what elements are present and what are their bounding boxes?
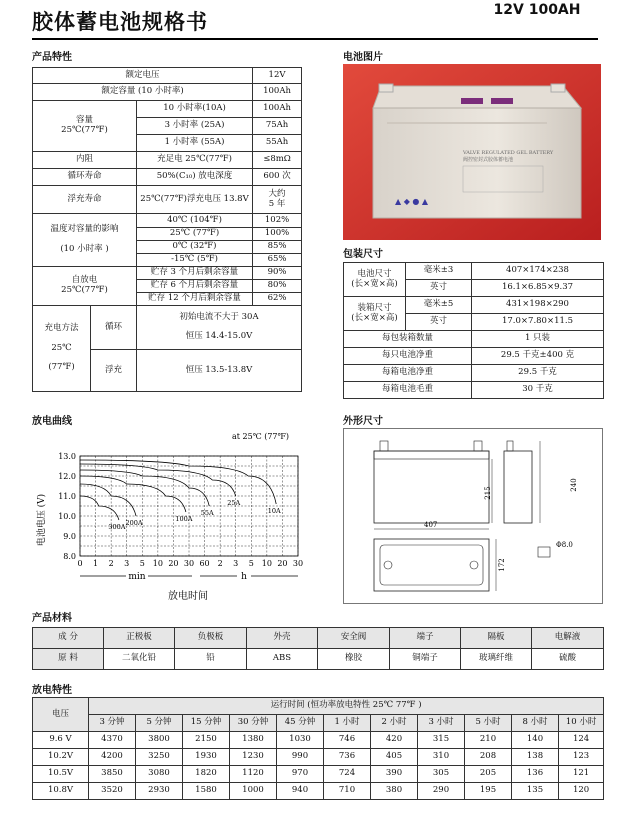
self-discharge-value: 80% (253, 280, 302, 293)
y-tick-label: 11.0 (58, 492, 76, 501)
packing-row-label: 每箱电池毛重 (344, 382, 472, 399)
discharge-column: 45 分钟 (277, 715, 324, 732)
discharge-title: 运行时间 (恒功率放电特性 25℃ 77℉ ) (89, 698, 604, 715)
discharge-cell: 1000 (230, 783, 277, 800)
discharge-cell: 1120 (230, 766, 277, 783)
x-tick-label: 3 (233, 559, 239, 568)
x-tick-label: 5 (248, 559, 254, 568)
discharge-row-voltage: 10.8V (33, 783, 89, 800)
discharge-body (33, 732, 604, 800)
materials-column: 安全阀 (318, 628, 390, 649)
discharge-cell: 1030 (277, 732, 324, 749)
discharge-column: 3 小时 (418, 715, 465, 732)
box-size-mm: 431×198×290 (472, 297, 604, 314)
self-discharge-title: 自放电 (71, 275, 98, 286)
charge-float-value: 恒压 13.5-13.8V (137, 350, 302, 392)
x-tick-label: 30 (183, 559, 195, 568)
discharge-voltage-label: 电压 (33, 698, 89, 732)
packing-row-value: 29.5 千克±400 克 (472, 348, 604, 365)
capacity-cond: 1 小时率 (55A) (137, 135, 253, 152)
packing-row-label: 每包装箱数量 (344, 331, 472, 348)
chart-y-ticks (58, 452, 76, 561)
section-outline: 外形尺寸 (343, 416, 383, 427)
capacity-title: 容量 (75, 115, 93, 126)
y-tick-label: 9.0 (63, 532, 76, 541)
discharge-row-voltage: 10.5V (33, 766, 89, 783)
capacity-value: 100Ah (253, 101, 302, 118)
photo-brand: ▲ ◆ ● ▲ (395, 197, 429, 206)
outline-svg (344, 429, 602, 603)
rated-capacity-label: 额定容量 (10 小时率) (33, 84, 253, 101)
section-photo: 电池图片 (343, 52, 383, 63)
discharge-cell: 290 (418, 783, 465, 800)
materials-value: ABS (247, 649, 318, 670)
series-curve (80, 460, 276, 504)
x-tick-label: 3 (124, 559, 130, 568)
float-life-label: 浮充寿命 (33, 186, 137, 214)
photo-label-line-1: VALVE REGULATED GEL BATTERY (463, 150, 554, 156)
float-life-value-2: 5 年 (268, 198, 286, 209)
discharge-row (33, 783, 604, 800)
x-tick-label: 10 (152, 559, 163, 568)
discharge-cell: 724 (324, 766, 371, 783)
section-materials: 产品材料 (32, 613, 72, 624)
self-discharge-cond: 贮存 6 个月后剩余容量 (137, 280, 253, 293)
materials-value: 铅 (175, 649, 247, 670)
charge-title: 充电方法 (44, 323, 79, 334)
discharge-cell: 1930 (183, 749, 230, 766)
photo-label-line-2: 阀控密封式胶体蓄电池 (463, 157, 514, 163)
charge-float-label: 浮充 (91, 350, 137, 392)
rated-capacity-value: 100Ah (253, 84, 302, 101)
temp-effect-label (33, 214, 137, 267)
box-size-dims: (长×宽×高) (351, 312, 398, 323)
discharge-column: 5 分钟 (136, 715, 183, 732)
materials-value: 玻璃纤维 (461, 649, 532, 670)
discharge-row (33, 766, 604, 783)
resistance-label: 内阻 (33, 152, 137, 169)
document-title: 胶体蓄电池规格书 (32, 10, 208, 34)
discharge-row (33, 732, 604, 749)
x-tick-label: 20 (277, 559, 288, 568)
capacity-value: 75Ah (253, 118, 302, 135)
series-label: 55A (200, 509, 214, 517)
packing-row-value: 30 千克 (472, 382, 604, 399)
temp-effect-cond: -15℃ (5℉) (137, 254, 253, 267)
packing-row-value: 1 只装 (472, 331, 604, 348)
chart-series (80, 460, 281, 531)
outline-dim-total: 240 (570, 478, 578, 492)
discharge-cell: 390 (371, 766, 418, 783)
series-curve (80, 470, 209, 506)
series-curve (80, 476, 186, 512)
chart-title: at 25℃ (77℉) (232, 432, 289, 441)
x-tick-label: 30 (292, 559, 304, 568)
discharge-cell: 2930 (136, 783, 183, 800)
series-label: 300A (108, 523, 126, 531)
self-discharge-label (33, 267, 137, 306)
battery-photo (343, 64, 601, 240)
temp-effect-cond: 25℃ (77℉) (137, 228, 253, 241)
packing-row-label: 每只电池净重 (344, 348, 472, 365)
discharge-cell: 3250 (136, 749, 183, 766)
discharge-row-voltage: 9.6 V (33, 732, 89, 749)
resistance-value: ≤8mΩ (253, 152, 302, 169)
battery-size-inch: 16.1×6.85×9.37 (472, 280, 604, 297)
materials-value: 橡胶 (318, 649, 390, 670)
discharge-cell: 305 (418, 766, 465, 783)
chart-x-unit-min: min (128, 572, 146, 582)
discharge-cell: 420 (371, 732, 418, 749)
float-life-cond: 25℃(77℉)浮充电压 13.8V (137, 186, 253, 214)
rated-voltage-value: 12V (253, 68, 302, 84)
discharge-cell: 136 (512, 766, 559, 783)
discharge-cell: 208 (465, 749, 512, 766)
float-life-value (253, 186, 302, 214)
y-tick-label: 8.0 (63, 552, 76, 561)
discharge-cell: 4370 (89, 732, 136, 749)
discharge-cell: 123 (559, 749, 604, 766)
x-tick-label: 2 (217, 559, 223, 568)
discharge-row-voltage: 10.2V (33, 749, 89, 766)
temp-effect-cond: 40℃ (104℉) (137, 214, 253, 228)
capacity-value: 55Ah (253, 135, 302, 152)
battery-size-dims: (长×宽×高) (351, 278, 398, 289)
charge-temp-f: (77℉) (48, 362, 75, 373)
section-features: 产品特性 (32, 52, 72, 63)
temp-effect-value: 100% (253, 228, 302, 241)
outline-dim-length: 407 (424, 521, 438, 529)
discharge-cell: 970 (277, 766, 324, 783)
resistance-cond: 充足电 25℃(77℉) (137, 152, 253, 169)
discharge-cell: 3800 (136, 732, 183, 749)
cycle-life-cond: 50%(C₁₀) 放电深度 (137, 169, 253, 186)
discharge-cell: 1580 (183, 783, 230, 800)
discharge-cell: 121 (559, 766, 604, 783)
series-curve (80, 496, 119, 520)
discharge-cell: 940 (277, 783, 324, 800)
discharge-cell: 135 (512, 783, 559, 800)
discharge-column: 3 分钟 (89, 715, 136, 732)
discharge-column: 8 小时 (512, 715, 559, 732)
box-size-inch-label: 英寸 (406, 314, 472, 331)
features-table (32, 67, 302, 392)
discharge-cell: 746 (324, 732, 371, 749)
discharge-cell: 138 (512, 749, 559, 766)
x-tick-label: 5 (139, 559, 145, 568)
discharge-cell: 1380 (230, 732, 277, 749)
self-discharge-temp: 25℃(77℉) (61, 285, 108, 295)
capacity-cond: 10 小时率(10A) (137, 101, 253, 118)
outline-drawing (343, 428, 603, 604)
outline-terminal: Φ8.0 (556, 541, 573, 549)
self-discharge-cond: 贮存 3 个月后剩余容量 (137, 267, 253, 280)
discharge-cell: 140 (512, 732, 559, 749)
discharge-cell: 380 (371, 783, 418, 800)
temp-effect-sub: (10 小时率 ) (60, 243, 109, 254)
cycle-life-label: 循环寿命 (33, 169, 137, 186)
discharge-cell: 710 (324, 783, 371, 800)
outline-dim-height: 215 (484, 486, 492, 500)
rated-voltage-label: 额定电压 (33, 68, 253, 84)
x-tick-label: 2 (108, 559, 114, 568)
self-discharge-value: 90% (253, 267, 302, 280)
y-tick-label: 12.0 (58, 472, 76, 481)
series-curve (80, 484, 136, 516)
discharge-cell: 405 (371, 749, 418, 766)
discharge-cell: 3850 (89, 766, 136, 783)
float-life-value-1: 大约 (268, 188, 286, 199)
charge-temp: 25℃ (51, 342, 72, 353)
discharge-cell: 2150 (183, 732, 230, 749)
capacity-label (33, 101, 137, 152)
temp-effect-value: 65% (253, 254, 302, 267)
discharge-cell: 736 (324, 749, 371, 766)
battery-size-label (344, 263, 406, 297)
discharge-cell: 4200 (89, 749, 136, 766)
section-discharge: 放电特性 (32, 685, 72, 696)
self-discharge-value: 62% (253, 293, 302, 306)
discharge-cell: 315 (418, 732, 465, 749)
materials-value: 铜端子 (390, 649, 461, 670)
chart-ylabel: 电池电压 (V) (37, 493, 47, 547)
self-discharge-cond: 贮存 12 个月后剩余容量 (137, 293, 253, 306)
materials-column: 电解液 (532, 628, 604, 649)
discharge-curve-chart (32, 428, 312, 606)
battery-size-inch-label: 英寸 (406, 280, 472, 297)
series-label: 200A (125, 519, 143, 527)
chart-x-ticks (77, 559, 303, 568)
series-label: 10A (267, 507, 281, 515)
x-tick-label: 10 (261, 559, 272, 568)
x-tick-label: 0 (77, 559, 83, 568)
materials-table (32, 627, 604, 670)
series-label: 25A (227, 499, 241, 507)
discharge-cell: 195 (465, 783, 512, 800)
packing-row-label: 每箱电池净重 (344, 365, 472, 382)
materials-column: 端子 (390, 628, 461, 649)
discharge-cell: 1230 (230, 749, 277, 766)
temp-effect-title: 温度对容量的影响 (50, 224, 119, 235)
packing-table (343, 262, 604, 399)
materials-value: 二氧化铅 (104, 649, 175, 670)
materials-header-label: 成 分 (33, 628, 104, 649)
section-packing: 包装尺寸 (343, 249, 383, 260)
discharge-cell: 1820 (183, 766, 230, 783)
y-tick-label: 10.0 (58, 512, 76, 521)
discharge-cell: 205 (465, 766, 512, 783)
temp-effect-cond: 0℃ (32℉) (137, 241, 253, 254)
box-size-inch: 17.0×7.80×11.5 (472, 314, 604, 331)
discharge-column: 1 小时 (324, 715, 371, 732)
x-tick-label: 1 (93, 559, 99, 568)
discharge-cell: 120 (559, 783, 604, 800)
capacity-cond: 3 小时率 (25A) (137, 118, 253, 135)
discharge-column: 10 小时 (559, 715, 604, 732)
materials-value: 硫酸 (532, 649, 604, 670)
capacity-temp: 25℃(77℉) (61, 125, 108, 135)
discharge-column: 5 小时 (465, 715, 512, 732)
discharge-cell: 3080 (136, 766, 183, 783)
discharge-table (32, 697, 604, 800)
series-label: 100A (175, 515, 193, 523)
charge-label (33, 306, 91, 392)
discharge-cell: 990 (277, 749, 324, 766)
x-tick-label: 60 (199, 559, 210, 568)
chart-x-unit-h: h (241, 572, 247, 582)
cycle-life-value: 600 次 (253, 169, 302, 186)
battery-illustration (343, 64, 601, 240)
discharge-cell: 310 (418, 749, 465, 766)
charge-cycle-label: 循环 (91, 306, 137, 350)
discharge-column: 15 分钟 (183, 715, 230, 732)
battery-size-title: 电池尺寸 (357, 268, 392, 279)
header-rule (32, 38, 598, 40)
temp-effect-value: 85% (253, 241, 302, 254)
discharge-cell: 124 (559, 732, 604, 749)
box-size-tol: 毫米±5 (406, 297, 472, 314)
materials-column: 正极板 (104, 628, 175, 649)
box-size-label (344, 297, 406, 331)
chart-xlabel: 放电时间 (168, 591, 208, 602)
outline-dim-width: 172 (498, 558, 506, 572)
charge-cycle-current: 初始电流不大于 30A (179, 311, 259, 322)
discharge-row (33, 749, 604, 766)
charge-cycle-value (137, 306, 302, 350)
x-tick-label: 20 (168, 559, 179, 568)
model-label: 12V 100AH (493, 2, 581, 18)
y-tick-label: 13.0 (58, 452, 76, 461)
section-curve: 放电曲线 (32, 416, 72, 427)
temp-effect-value: 102% (253, 214, 302, 228)
materials-column: 外壳 (247, 628, 318, 649)
box-size-title: 装箱尺寸 (357, 302, 392, 313)
battery-size-tol: 毫米±3 (406, 263, 472, 280)
discharge-cell: 3520 (89, 783, 136, 800)
discharge-column: 30 分钟 (230, 715, 277, 732)
discharge-column: 2 小时 (371, 715, 418, 732)
battery-size-mm: 407×174×238 (472, 263, 604, 280)
discharge-cell: 210 (465, 732, 512, 749)
materials-row-label: 原 料 (33, 649, 104, 670)
materials-column: 负极板 (175, 628, 247, 649)
packing-row-value: 29.5 千克 (472, 365, 604, 382)
materials-column: 隔板 (461, 628, 532, 649)
charge-cycle-voltage: 恒压 14.4-15.0V (185, 331, 253, 342)
